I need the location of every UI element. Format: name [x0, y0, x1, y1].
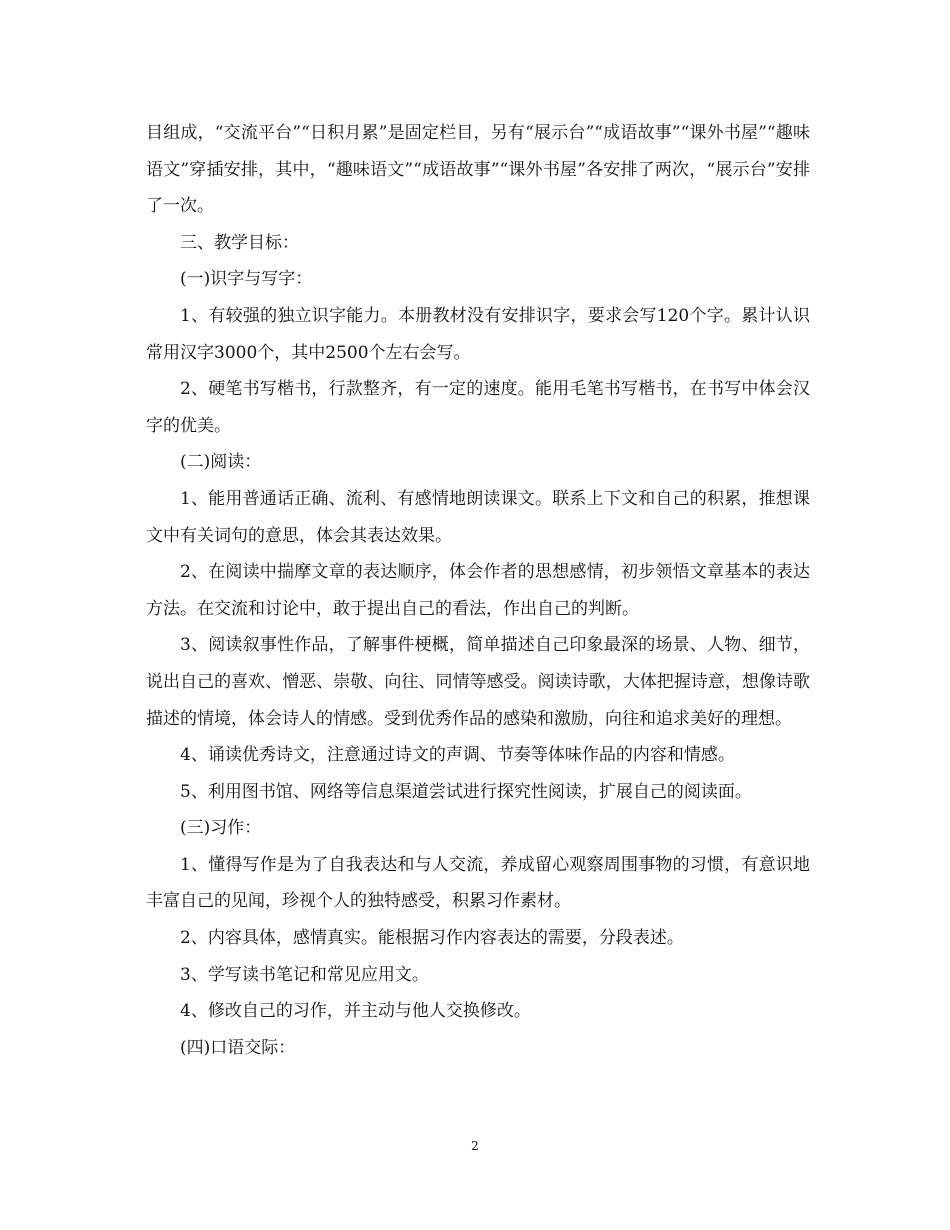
paragraph-reading-3: 3、阅读叙事性作品，了解事件梗概，简单描述自己印象最深的场景、人物、细节，说出自己的喜欢、憎恶、崇敬、向往、同情等感受。阅读诗歌，大体把握诗意，想像诗歌描述的情境，体会诗人的情感。受到优秀作品的感染和激励，向往和追求美好的理想。 — [146, 635, 810, 729]
paragraph-literacy-1: 1、有较强的独立识字能力。本册教材没有安排识字，要求会写120个字。累计认识常用汉字3000个，其中2500个左右会写。 — [146, 305, 810, 363]
paragraph-reading-4: 4、诵读优秀诗文，注意通过诗文的声调、节奏等体味作品的内容和情感。 — [180, 745, 735, 766]
paragraph-composition-1: 1、懂得写作是为了自我表达和与人交流，养成留心观察周围事物的习惯，有意识地丰富自己的见闻，珍视个人的独特感受，积累习作素材。 — [146, 854, 810, 912]
paragraph-reading-2: 2、在阅读中揣摩文章的表达顺序，体会作者的思想感情，初步领悟文章基本的表达方法。在交流和讨论中，敢于提出自己的看法，作出自己的判断。 — [146, 562, 810, 619]
document-body — [146, 115, 810, 1066]
paragraph-reading-1: 1、能用普通话正确、流利、有感情地朗读课文。联系上下文和自己的积累，推想课文中有关词句的意思，体会其表达效果。 — [146, 488, 810, 546]
paragraph-literacy-2: 2、硬笔书写楷书，行款整齐，有一定的速度。能用毛笔书写楷书，在书写中体会汉字的优美。 — [146, 379, 810, 436]
paragraph-continued-intro: 目组成，“交流平台”“日积月累”是固定栏目，另有“展示台”“成语故事”“课外书屋”“趣味语文”穿插安排，其中，“趣味语文”“成语故事”“课外书屋”各安排了两次，“展示台”安排了一次。 — [146, 123, 810, 217]
paragraph-composition-4: 4、修改自己的习作，并主动与他人交换修改。 — [180, 1001, 531, 1022]
paragraph-composition-3: 3、学写读书笔记和常见应用文。 — [180, 964, 429, 985]
heading-teaching-goals: 三、教学目标： — [180, 232, 299, 253]
paragraph-composition-2: 2、内容具体，感情真实。能根据习作内容表达的需要，分段表述。 — [180, 928, 684, 949]
subheading-oral-communication: (四)口语交际： — [180, 1037, 296, 1058]
subheading-reading: (二)阅读： — [180, 452, 262, 473]
paragraph-reading-5: 5、利用图书馆、网络等信息渠道尝试进行探究性阅读，扩展自己的阅读面。 — [180, 781, 752, 802]
subheading-literacy-writing: (一)识字与写字： — [180, 269, 313, 290]
page-number: 2 — [471, 1139, 479, 1153]
subheading-composition: (三)习作： — [180, 818, 262, 839]
